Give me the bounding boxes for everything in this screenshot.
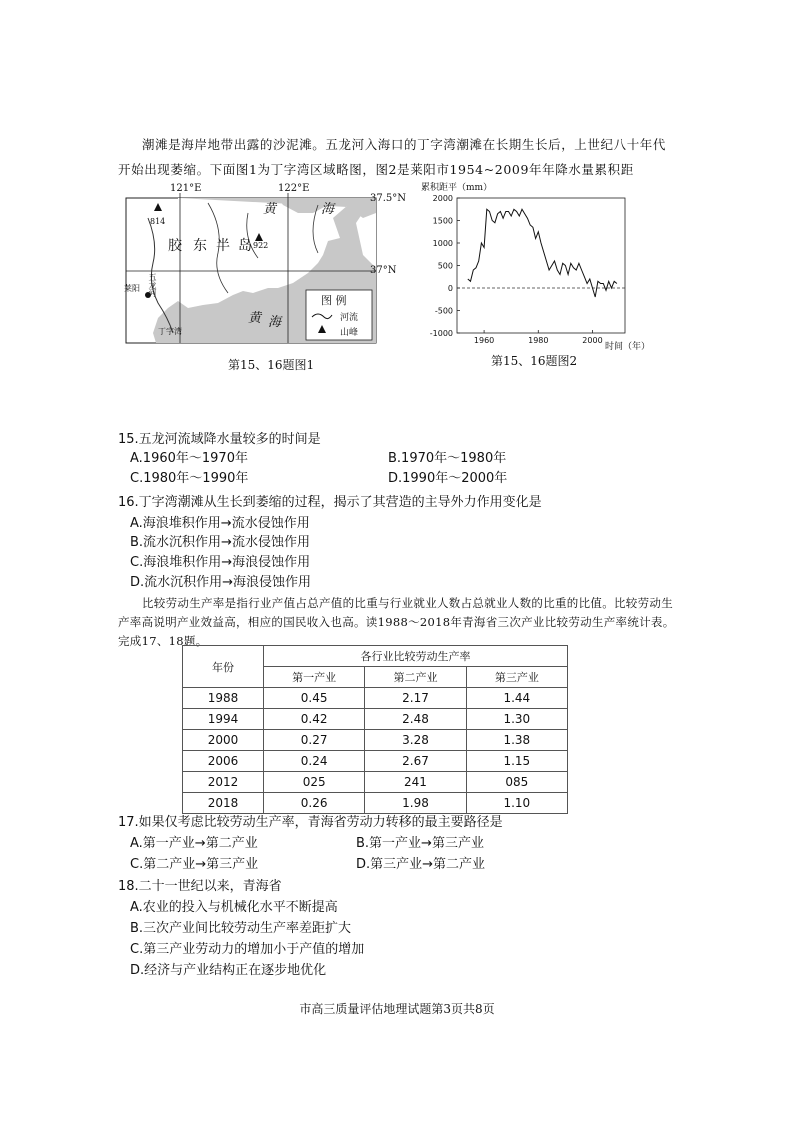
anomaly-chart-svg (413, 176, 663, 351)
river-label: 五龙河 (148, 273, 157, 297)
lat-label: 37°N (370, 265, 397, 276)
q17-18-intro: 比较劳动生产率是指行业产值占总产值的比重与行业就业人数占总就业人数的比重的比值。比较劳动生产率高说明产业效益高，相应的国民收入也高。读1988～2018年青海省三次产业比较劳动生产率统计表。完成17、18题。 (118, 596, 675, 648)
y-tick-label: 0 (447, 284, 453, 293)
q15-stem: 15.五龙河流域降水量较多的时间是 (118, 432, 321, 447)
map-figure (118, 183, 408, 372)
anomaly-chart-figure (413, 176, 663, 368)
peninsula-label: 东 (193, 238, 207, 254)
lat-label: 37.5°N (370, 193, 407, 204)
q16-stem: 16.丁字湾潮滩从生长到萎缩的过程，揭示了其营造的主导外力作用变化是 (118, 495, 542, 510)
plot-frame (457, 198, 625, 333)
col-header-tertiary: 第三产业 (466, 667, 567, 688)
year-cell: 1994 (183, 709, 264, 730)
value-cell: 0.24 (264, 751, 365, 772)
chart-xlabel: 时间（年） (605, 342, 651, 352)
peninsula-label: 岛 (238, 238, 252, 254)
q18-option-b[interactable]: B.三次产业间比较劳动生产率差距扩大 (130, 921, 352, 936)
q17-option-b[interactable]: B.第一产业→第三产业 (356, 836, 484, 851)
value-cell: 025 (264, 772, 365, 793)
intro-paragraph: 潮滩是海岸地带出露的沙泥滩。五龙河入海口的丁字湾潮滩在长期生长后，上世纪八十年代开始出现萎缩。下面图1为丁字湾区域略图，图2是莱阳市1954~2009年年降水量累积距 (118, 137, 667, 177)
q16-option-d[interactable]: D.流水沉积作用→海浪侵蚀作用 (130, 575, 312, 590)
table-row (183, 730, 568, 751)
table-row (183, 709, 568, 730)
value-cell: 085 (466, 772, 567, 793)
value-cell: 2.17 (365, 688, 466, 709)
productivity-table (182, 645, 568, 814)
peninsula-label: 半 (216, 238, 230, 254)
year-cell: 2006 (183, 751, 264, 772)
x-tick-label: 1980 (528, 336, 549, 345)
figure2-caption: 第15、16题图2 (491, 354, 578, 368)
page-footer: 市高三质量评估地理试题第3页共8页 (299, 1002, 495, 1016)
value-cell: 1.38 (466, 730, 567, 751)
value-cell: 1.15 (466, 751, 567, 772)
q17-option-c[interactable]: C.第二产业→第三产业 (130, 857, 259, 872)
anomaly-series-line (468, 209, 617, 297)
value-cell: 1.10 (466, 793, 567, 814)
group-header: 各行业比较劳动生产率 (264, 646, 568, 667)
value-cell: 1.30 (466, 709, 567, 730)
y-tick-label: 500 (437, 261, 453, 271)
value-cell: 0.26 (264, 793, 365, 814)
year-header: 年份 (183, 646, 264, 688)
legend-title: 图 例 (321, 294, 347, 307)
q17-option-d[interactable]: D.第三产业→第二产业 (356, 857, 486, 872)
col-header-secondary: 第二产业 (365, 667, 466, 688)
q17-option-a[interactable]: A.第一产业→第二产业 (130, 836, 258, 851)
q18-option-c[interactable]: C.第三产业劳动力的增加小于产值的增加 (130, 942, 365, 957)
q17-stem: 17.如果仅考虑比较劳动生产率，青海省劳动力转移的最主要路径是 (118, 815, 503, 830)
figure1-caption: 第15、16题图1 (228, 358, 315, 372)
lon-label: 121°E (170, 183, 202, 194)
value-cell: 2.48 (365, 709, 466, 730)
peak-elevation: 814 (150, 217, 166, 226)
legend-river-label: 河流 (340, 313, 359, 323)
y-tick-label: 2000 (432, 194, 453, 203)
peninsula-label: 胶 (168, 238, 182, 254)
value-cell: 2.67 (365, 751, 466, 772)
q18-option-d[interactable]: D.经济与产业结构正在逐步地优化 (130, 963, 327, 978)
city-label: 莱阳 (124, 284, 140, 293)
q15-option-c[interactable]: C.1980年～1990年 (130, 471, 249, 486)
chart-ylabel: 累积距平（mm） (421, 183, 493, 193)
q15-option-a[interactable]: A.1960年～1970年 (130, 451, 248, 466)
legend-peak-label: 山峰 (340, 328, 359, 338)
value-cell: 0.45 (264, 688, 365, 709)
table-row (183, 772, 568, 793)
year-cell: 2000 (183, 730, 264, 751)
q18-option-a[interactable]: A.农业的投入与机械化水平不断提高 (130, 900, 338, 915)
q16-option-a[interactable]: A.海浪堆积作用→流水侵蚀作用 (130, 516, 310, 531)
year-cell: 1988 (183, 688, 264, 709)
y-tick-label: -500 (434, 306, 453, 316)
value-cell: 3.28 (365, 730, 466, 751)
year-cell: 2018 (183, 793, 264, 814)
q18-stem: 18.二十一世纪以来，青海省 (118, 879, 282, 894)
year-cell: 2012 (183, 772, 264, 793)
y-tick-label: 1500 (432, 216, 453, 226)
sea-label: 黄 (263, 202, 277, 217)
value-cell: 0.27 (264, 730, 365, 751)
q15-option-d[interactable]: D.1990年～2000年 (388, 471, 508, 486)
sea-label: 黄 (248, 311, 262, 326)
table-row (183, 688, 568, 709)
sea-label: 海 (321, 202, 335, 217)
peak-elevation: 922 (253, 241, 269, 250)
value-cell: 241 (365, 772, 466, 793)
q16-option-c[interactable]: C.海浪堆积作用→海浪侵蚀作用 (130, 555, 311, 570)
value-cell: 1.44 (466, 688, 567, 709)
y-tick-label: 1000 (432, 239, 453, 248)
value-cell: 0.42 (264, 709, 365, 730)
bay-label: 丁字湾 (158, 327, 182, 336)
y-tick-label: -1000 (429, 329, 453, 338)
q15-option-b[interactable]: B.1970年～1980年 (388, 451, 507, 466)
sea-label: 海 (268, 315, 282, 330)
q16-option-b[interactable]: B.流水沉积作用→流水侵蚀作用 (130, 535, 310, 550)
col-header-primary: 第一产业 (264, 667, 365, 688)
x-tick-label: 2000 (582, 336, 603, 345)
x-tick-label: 1960 (473, 336, 495, 345)
lon-label: 122°E (278, 183, 310, 194)
value-cell: 1.98 (365, 793, 466, 814)
table-row (183, 751, 568, 772)
